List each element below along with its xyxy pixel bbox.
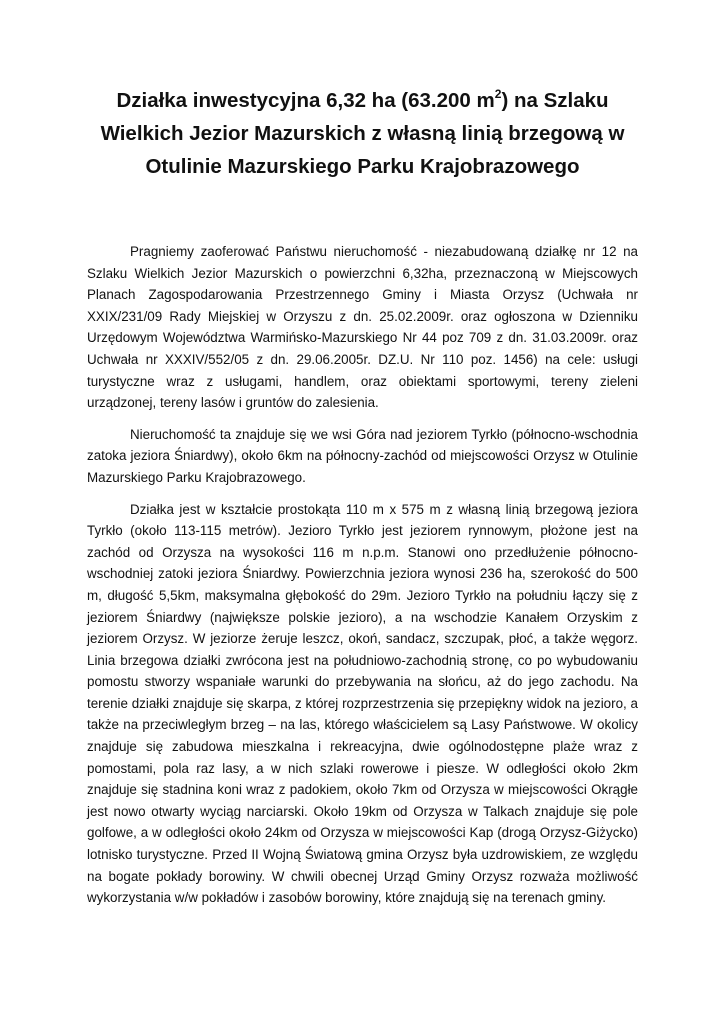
document-body bbox=[87, 241, 638, 909]
title-text-part2: ) na Szlaku Wielkich Jezior Mazurskich z własną linią brzegową w Otulinie Mazurskiego Parku Krajobrazowego bbox=[100, 89, 625, 178]
title-superscript: 2 bbox=[494, 87, 502, 102]
paragraph-description: Działka jest w kształcie prostokąta 110 m x 575 m z własną linią brzegową jeziora Tyrkło (około 113-115 metrów). Jezioro Tyrkło jest jeziorem rynnowym, płożone jest na zachód od Orzysza na wysokości 116 m n.p.m. Stanowi ono przedłużenie północno-wschodniej zatoki jeziora Śniardwy. Powierzchnia jeziora wynosi 236 ha, szerokość do 500 m, długość 5,5km, maksymalna głębokość do 29m. Jezioro Tyrkło na południu łączy się z jeziorem Śniardwy (największe polskie jezioro), a na wschodzie Kanałem Orzyskim z jeziorem Orzysz. W jeziorze żeruje leszcz, okoń, sandacz, szczupak, płoć, a także węgorz. Linia brzegowa działki zwrócona jest na południowo-zachodnią stronę, co po wybudowaniu pomostu stworzy wspaniałe warunki do przebywania na słońcu, aż do jego zachodu. Na terenie działki znajduje się skarpa, z której rozprzestrzenia się przepiękny widok na jezioro, a także na przeciwległym brzeg – na las, którego właścicielem są Lasy Państwowe. W okolicy znajduje się zabudowa mieszkalna i rekreacyjna, dwie ogólnodostępne plaże wraz z pomostami, pola raz lasy, a w nich szlaki rowerowe i piesze. W odległości około 2km znajduje się stadnina koni wraz z padokiem, około 7km od Orzysza w miejscowości Okrągłe jest nowo otwarty wyciąg narciarski. Około 19km od Orzysza w Talkach znajduje się pole golfowe, a w odległości około 24km od Orzysza w miejscowości Kap (drogą Orzysz-Giżycko) lotnisko turystyczne. Przed II Wojną Światową gmina Orzysz była uzdrowiskiem, ze względu na bogate pokłady borowiny. W chwili obecnej Urząd Gminy Orzysz rozważa możliwość wykorzystania w/w pokładów i zasobów borowiny, które znajdują się na terenach gminy. bbox=[87, 501, 638, 906]
title-text-part1: Działka inwestycyjna 6,32 ha (63.200 m bbox=[116, 89, 495, 112]
paragraph-offer: Pragniemy zaoferować Państwu nieruchomość - niezabudowaną działkę nr 12 na Szlaku Wielkich Jezior Mazurskich o powierzchni 6,32ha, przeznaczoną w Miejscowych Planach Zagospodarowania Przestrzennego Gminy i Miasta Orzysz (Uchwała nr XXIX/231/09 Rady Miejskiej w Orzyszu z dn. 25.02.2009r. oraz ogłoszona w Dzienniku Urzędowym Województwa Warmińsko-Mazurskiego Nr 44 poz 709 z dn. 31.03.2009r. oraz Uchwała nr XXXIV/552/05 z dn. 29.06.2005r. DZ.U. Nr 110 poz. 1456) na cele: usługi turystyczne wraz z usługami, handlem, oraz obiektami sportowymi, tereny zieleni urządzonej, tereny lasów i gruntów do zalesienia. bbox=[87, 244, 638, 411]
document-title bbox=[87, 84, 638, 183]
paragraph-location: Nieruchomość ta znajduje się we wsi Góra nad jeziorem Tyrkło (północno-wschodnia zatoka jeziora Śniardwy), około 6km na północny-zachód od miejscowości Orzysz w Otulinie Mazurskiego Parku Krajobrazowego. bbox=[87, 426, 638, 485]
